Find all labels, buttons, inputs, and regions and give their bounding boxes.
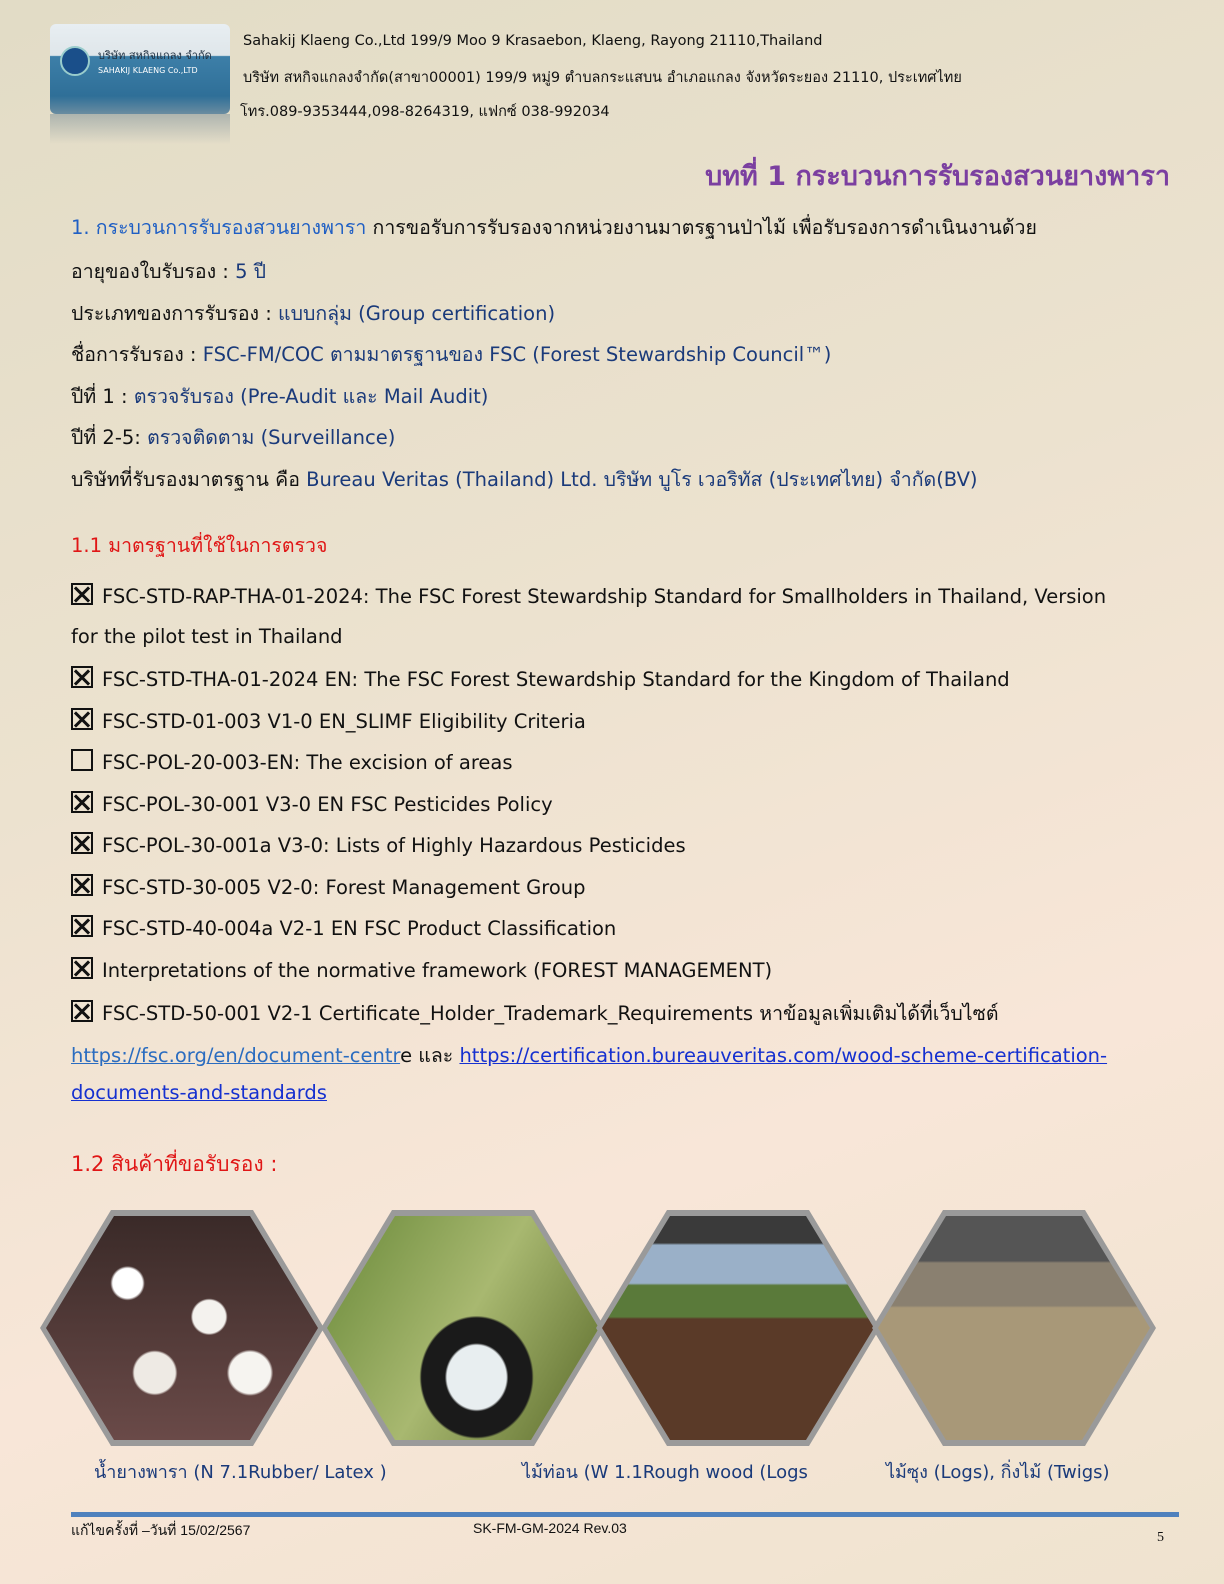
field-row [71, 339, 831, 370]
unchecked-checkbox[interactable] [71, 749, 93, 771]
field-label: ประเภทของการรับรอง : [71, 301, 279, 325]
standard-item [71, 832, 686, 857]
caption-logs-twigs: ไม้ซุง (Logs), กิ่งไม้ (Twigs) [886, 1462, 1110, 1483]
intro-paragraph [71, 212, 1037, 243]
checked-checkbox[interactable] [71, 1000, 93, 1022]
standard-text: FSC-STD-30-005 V2-0: Forest Management Group [102, 875, 586, 899]
checked-checkbox[interactable] [71, 832, 93, 854]
footer-doc-code: SK-FM-GM-2024 Rev.03 [473, 1520, 627, 1536]
field-label: ปีที่ 2-5: [71, 426, 148, 449]
standard-text: FSC-STD-01-003 V1-0 EN_SLIMF Eligibility Criteria [102, 709, 586, 733]
field-row [71, 256, 266, 287]
field-value: ตรวจรับรอง (Pre-Audit และ Mail Audit) [133, 384, 489, 408]
product-image-latex [321, 1210, 605, 1446]
product-image-rubber-lumps [40, 1210, 324, 1446]
standard-item [71, 749, 513, 774]
standard-item [71, 791, 553, 816]
caption-latex: น้ำยางพารา (N 7.1Rubber/ Latex ) [94, 1462, 387, 1483]
footer-revision: แก้ไขครั้งที่ –วันที่ 15/02/2567 [71, 1522, 251, 1538]
standard-text: FSC-POL-30-001a V3-0: Lists of Highly Hazardous Pesticides [102, 834, 686, 857]
bv-link[interactable]: https://certification.bureauveritas.com/wood-scheme-certification- [459, 1044, 1108, 1067]
links-line-2 [71, 1081, 327, 1104]
standard-item [71, 874, 586, 899]
field-value: แบบกลุ่ม (Group certification) [278, 301, 556, 325]
standard-item [71, 708, 586, 733]
logo-text: บริษัท สหกิจแกลง จำกัด [98, 49, 212, 62]
standard-text: FSC-STD-RAP-THA-01-2024: The FSC Forest Stewardship Standard for Smallholders in Thailand, Version [102, 585, 1107, 608]
fsc-link[interactable]: https://fsc.org/en/document-centr [71, 1044, 401, 1067]
bv-link-cont[interactable]: documents-and-standards [71, 1081, 327, 1104]
field-row [71, 298, 555, 329]
logo-subtext: SAHAKIJ KLAENG Co.,LTD [98, 66, 198, 75]
section-1-1-heading: 1.1 มาตรฐานที่ใช้ในการตรวจ [71, 534, 328, 557]
checked-checkbox[interactable] [71, 708, 93, 730]
standard-text: FSC-STD-40-004a V2-1 EN FSC Product Classification [102, 917, 617, 940]
field-label: ปีที่ 1 : [71, 384, 134, 408]
field-value: 5 ปี [235, 260, 267, 283]
field-value: ตรวจติดตาม (Surveillance) [147, 426, 396, 449]
intro-text: การขอรับการรับรองจากหน่วยงานมาตรฐานป่าไม้ เพื่อรับรองการดำเนินงานด้วย [366, 216, 1037, 239]
standard-text: FSC-POL-20-003-EN: The excision of areas [102, 751, 513, 774]
footer-divider [71, 1512, 1179, 1517]
header-address-th: บริษัท สหกิจแกลงจำกัด(สาขา00001) 199/9 หมู่9 ตำบลกระแสบน อำเภอแกลง จังหวัดระยอง 21110, ประเทศไทย [243, 70, 962, 86]
field-value: FSC-FM/COC ตามมาตรฐานของ FSC (Forest Stewardship Council™) [202, 343, 832, 366]
standard-text: FSC-STD-THA-01-2024 EN: The FSC Forest Stewardship Standard for the Kingdom of Thailand [102, 668, 1010, 691]
checked-checkbox[interactable] [71, 957, 93, 979]
checked-checkbox[interactable] [71, 791, 93, 813]
page-number: 5 [1157, 1530, 1164, 1545]
logo-mark [60, 46, 90, 76]
checked-checkbox[interactable] [71, 583, 93, 605]
standard-item [71, 583, 1106, 608]
field-row [71, 422, 395, 453]
standard-text: Interpretations of the normative framework (FOREST MANAGEMENT) [102, 958, 773, 982]
product-image-logs [596, 1210, 880, 1446]
company-logo [50, 24, 230, 114]
standard-item [71, 998, 998, 1029]
standard-text-cont: for the pilot test in Thailand [71, 624, 343, 648]
field-row [71, 381, 488, 412]
standard-text: FSC-POL-30-001 V3-0 EN FSC Pesticides Policy [102, 792, 553, 816]
links-line: https://fsc.org/en/document-centre และ https://certification.bureauveritas.com/wood-scheme-certification- [71, 1044, 1108, 1067]
field-label: บริษัทที่รับรองมาตรฐาน คือ [71, 467, 307, 491]
caption-rough-wood: ไม้ท่อน (W 1.1Rough wood (Logs [522, 1462, 808, 1483]
field-row [71, 464, 978, 495]
checked-checkbox[interactable] [71, 874, 93, 896]
header-contact: โทร.089-9353444,098-8264319, แฟกซ์ 038-992034 [240, 104, 610, 120]
checked-checkbox[interactable] [71, 666, 93, 688]
checked-checkbox[interactable] [71, 915, 93, 937]
product-image-twigs [872, 1210, 1156, 1446]
header-address-en: Sahakij Klaeng Co.,Ltd 199/9 Moo 9 Krasaebon, Klaeng, Rayong 21110,Thailand [243, 33, 823, 49]
intro-heading: 1. กระบวนการรับรองสวนยางพารา [71, 216, 367, 239]
field-label: ชื่อการรับรอง : [71, 343, 203, 366]
standard-text: FSC-STD-50-001 V2-1 Certificate_Holder_Trademark_Requirements หาข้อมูลเพิ่มเติมได้ที่เว็บไซต์ [102, 1002, 999, 1025]
field-value: Bureau Veritas (Thailand) Ltd. บริษัท บูโร เวอริทัส (ประเทศไทย) จำกัด(BV) [306, 467, 978, 491]
standard-item [71, 915, 616, 940]
standard-item [71, 666, 1010, 691]
logo-reflection [50, 114, 230, 144]
standard-item [71, 957, 772, 982]
chapter-title: บทที่ 1 กระบวนการรับรองสวนยางพารา [705, 161, 1170, 192]
field-label: อายุของใบรับรอง : [71, 260, 236, 283]
section-1-2-heading: 1.2 สินค้าที่ขอรับรอง : [71, 1152, 278, 1176]
